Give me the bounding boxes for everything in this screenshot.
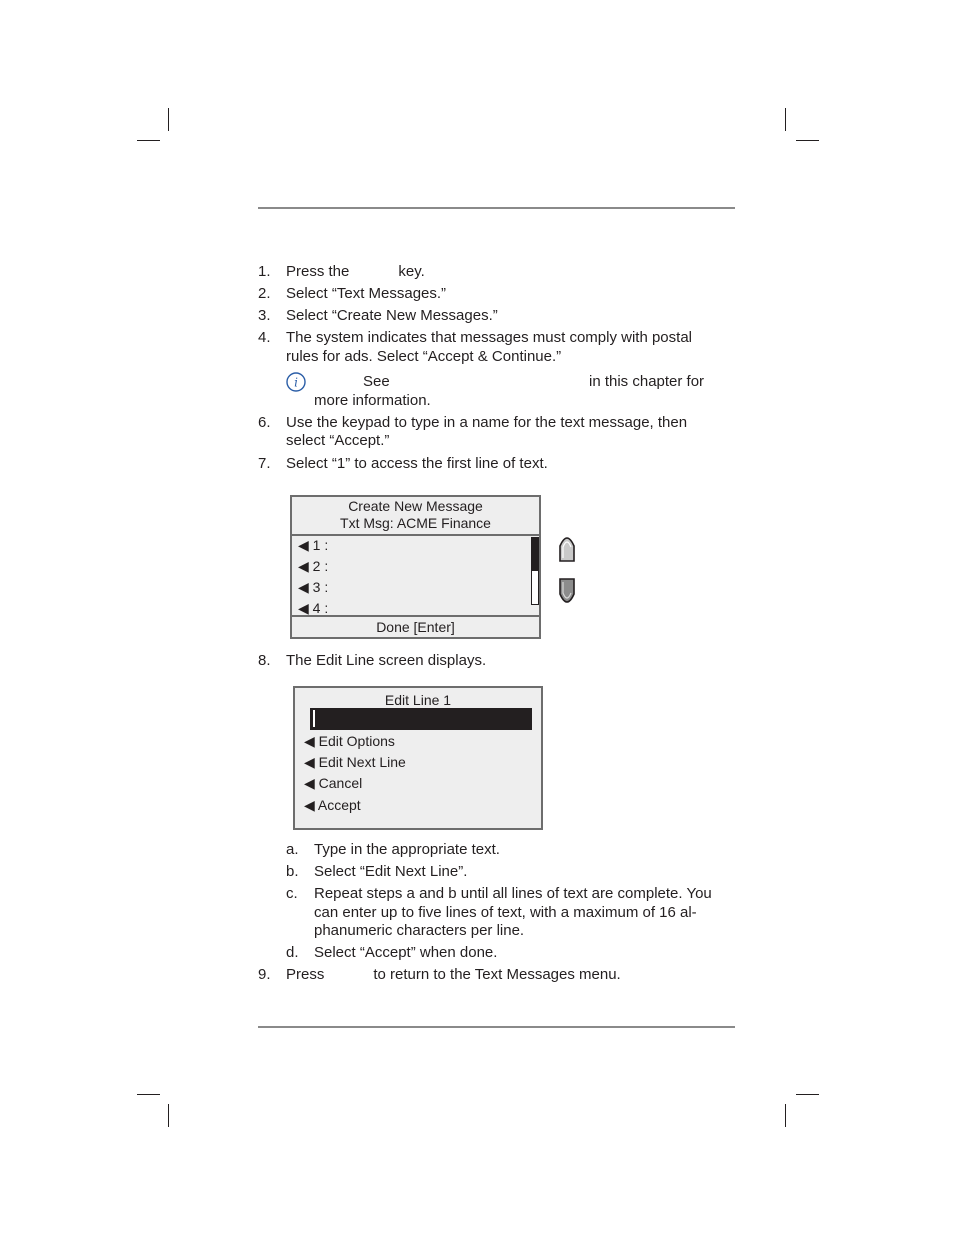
note-line-1 [363, 372, 390, 391]
crop-mark [137, 140, 160, 141]
substep-letter: d. [286, 944, 299, 961]
step-number: 6. [258, 414, 271, 431]
screen-header [292, 497, 539, 536]
footer-rule [258, 1026, 735, 1028]
note-text: in this chapter for [589, 373, 705, 390]
substep-text: Select “Accept” when done. [314, 944, 498, 961]
step-number: 2. [258, 285, 271, 302]
header-rule [258, 207, 735, 209]
crop-mark [137, 1094, 160, 1095]
step-number: 8. [258, 652, 271, 669]
step-text: Select “1” to access the first line of text. [286, 455, 548, 472]
screen-title: Create New Message [348, 498, 483, 514]
text-cursor [313, 710, 315, 727]
scrollbar[interactable] [531, 537, 539, 605]
crop-mark [168, 108, 169, 131]
scrollbar-thumb[interactable] [532, 538, 538, 571]
substep-letter: b. [286, 863, 299, 880]
step-text: to return to the Text Messages menu. [373, 966, 621, 983]
step-number: 9. [258, 966, 271, 983]
substep-letter: c. [286, 885, 298, 902]
done-option[interactable]: Done [Enter] [292, 615, 539, 637]
step-text: key. [398, 263, 425, 280]
line-text-input[interactable] [310, 708, 532, 730]
crop-mark [168, 1104, 169, 1127]
substep-text: Type in the appropriate text. [314, 841, 500, 858]
substep-letter: a. [286, 841, 299, 858]
step-number: 1. [258, 263, 271, 280]
line-option-3[interactable]: ◀ 3 : [298, 579, 329, 595]
crop-mark [796, 1094, 819, 1095]
screen-title: Edit Line 1 [384, 692, 452, 708]
substep-text: can enter up to five lines of text, with a maximum of 16 al- [314, 904, 697, 921]
step-text: The system indicates that messages must comply with postal [286, 329, 692, 346]
scroll-down-key-icon[interactable] [557, 576, 577, 606]
edit-line-screen [293, 686, 543, 830]
step-text: Select “Create New Messages.” [286, 307, 498, 324]
info-icon [286, 372, 306, 392]
note-line-2 [314, 391, 431, 410]
edit-next-line-option[interactable]: ◀ Edit Next Line [304, 754, 406, 770]
create-message-screen [290, 495, 541, 639]
step-text: rules for ads. Select “Accept & Continue.” [286, 348, 562, 365]
step-number: 7. [258, 455, 271, 472]
step-text: Press [286, 966, 325, 983]
screen-subtitle: Txt Msg: ACME Finance [340, 515, 491, 531]
crop-mark [785, 108, 786, 131]
step-text: Press the [286, 263, 350, 280]
crop-mark [796, 140, 819, 141]
line-option-1[interactable]: ◀ 1 : [298, 537, 329, 553]
svg-text:i: i [294, 375, 298, 390]
substep-text: Select “Edit Next Line”. [314, 863, 468, 880]
note-text: more information. [314, 392, 431, 409]
step-text: Select “Text Messages.” [286, 285, 447, 302]
line-option-4[interactable]: ◀ 4 : [298, 600, 329, 616]
step-text: select “Accept.” [286, 432, 390, 449]
accept-option[interactable]: ◀ Accept [304, 797, 361, 813]
step-text: The Edit Line screen displays. [286, 652, 487, 669]
note-line-1b [589, 372, 704, 391]
note-text: See [363, 373, 390, 390]
substep-text: phanumeric characters per line. [314, 922, 525, 939]
step-number: 4. [258, 329, 271, 346]
step-text: Use the keypad to type in a name for the text message, then [286, 414, 688, 431]
edit-options-option[interactable]: ◀ Edit Options [304, 733, 395, 749]
crop-mark [785, 1104, 786, 1127]
cancel-option[interactable]: ◀ Cancel [304, 775, 363, 791]
line-option-2[interactable]: ◀ 2 : [298, 558, 329, 574]
substep-text: Repeat steps a and b until all lines of text are complete. You [314, 885, 712, 902]
step-number: 3. [258, 307, 271, 324]
scroll-up-key-icon[interactable] [557, 534, 577, 564]
